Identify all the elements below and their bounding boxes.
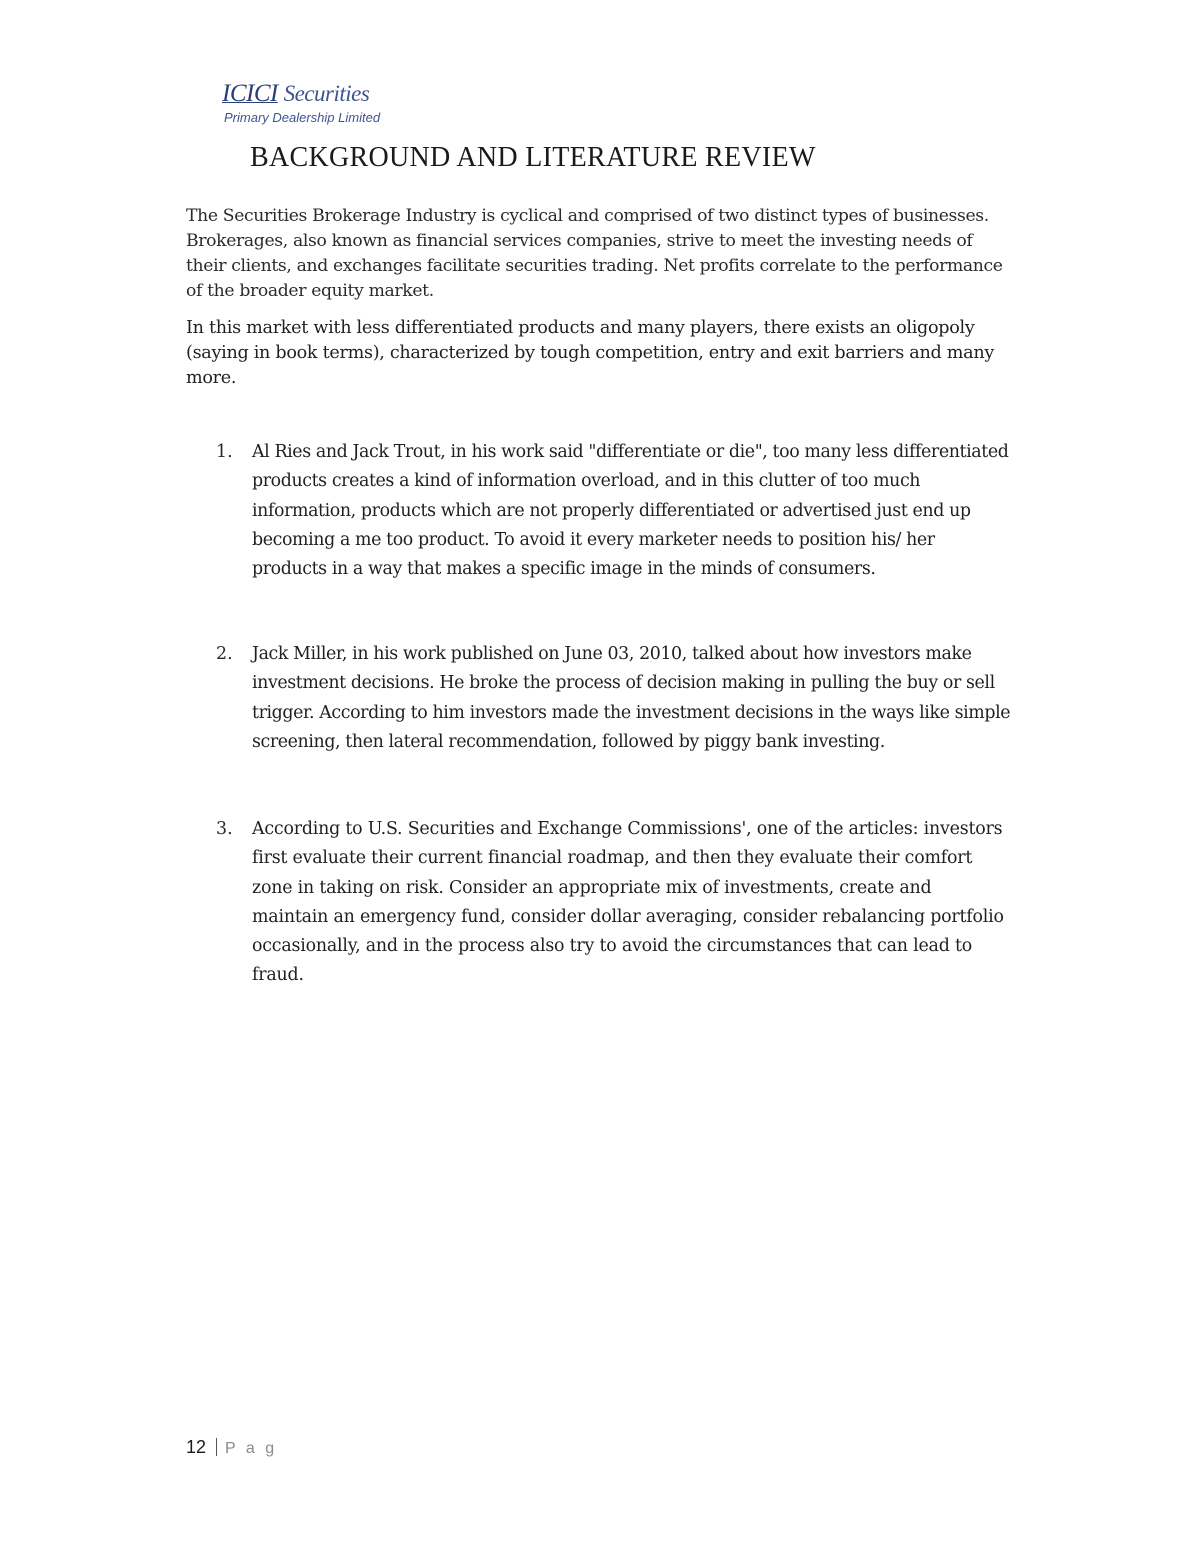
list-item-text: Jack Miller, in his work published on June 03, 2010, talked about how investors make investment decisions. He broke the process of decision making in pulling the buy or sell trigger. According to him investors made the investment decisions in the ways like simple screening, then lateral recommendation, followed by piggy bank investing. <box>252 644 1011 752</box>
list-item-number: 2. <box>216 644 233 664</box>
page-footer <box>186 1437 277 1458</box>
logo-subtitle: Primary Dealership Limited <box>224 110 381 125</box>
list-item-text: Al Ries and Jack Trout, in his work said "differentiate or die", too many less differentiated products creates a kind of information overload, and in this clutter of too much information, products which are not properly differentiated or advertised just end up becoming a me too product. To avoid it every marketer needs to position his/ her products in a way that makes a specific image in the minds of consumers. <box>252 442 1009 580</box>
logo-wordmark <box>222 80 369 108</box>
list-item-text: According to U.S. Securities and Exchange Commissions', one of the articles: investors first evaluate their current financial roadmap, and then they evaluate their comfort zone in taking on risk. Consider an appropriate mix of investments, create and maintain an emergency fund, consider dollar averaging, consider rebalancing portfolio occasionally, and in the process also try to avoid the circumstances that can lead to fraud. <box>252 819 1004 986</box>
page-label: P a g <box>225 1440 278 1457</box>
footer-divider <box>216 1438 217 1456</box>
list-item-number: 3. <box>216 819 233 839</box>
page-title: BACKGROUND AND LITERATURE REVIEW <box>250 142 816 173</box>
company-logo <box>222 80 422 130</box>
page-number: 12 <box>186 1437 207 1457</box>
list-item-number: 1. <box>216 442 233 462</box>
market-paragraph: In this market with less differentiated products and many players, there exists an oligopoly (saying in book terms), characterized by tough competition, entry and exit barriers and many more. <box>186 318 995 388</box>
logo-brand-suffix: Securities <box>283 81 370 106</box>
intro-paragraph: The Securities Brokerage Industry is cyclical and comprised of two distinct types of businesses. Brokerages, also known as financial services companies, strive to meet the investing needs of their clients, and exchanges facilitate securities trading. Net profits correlate to the performance of the broader equity market. <box>186 206 1003 301</box>
logo-brand: ICICI <box>222 80 278 107</box>
